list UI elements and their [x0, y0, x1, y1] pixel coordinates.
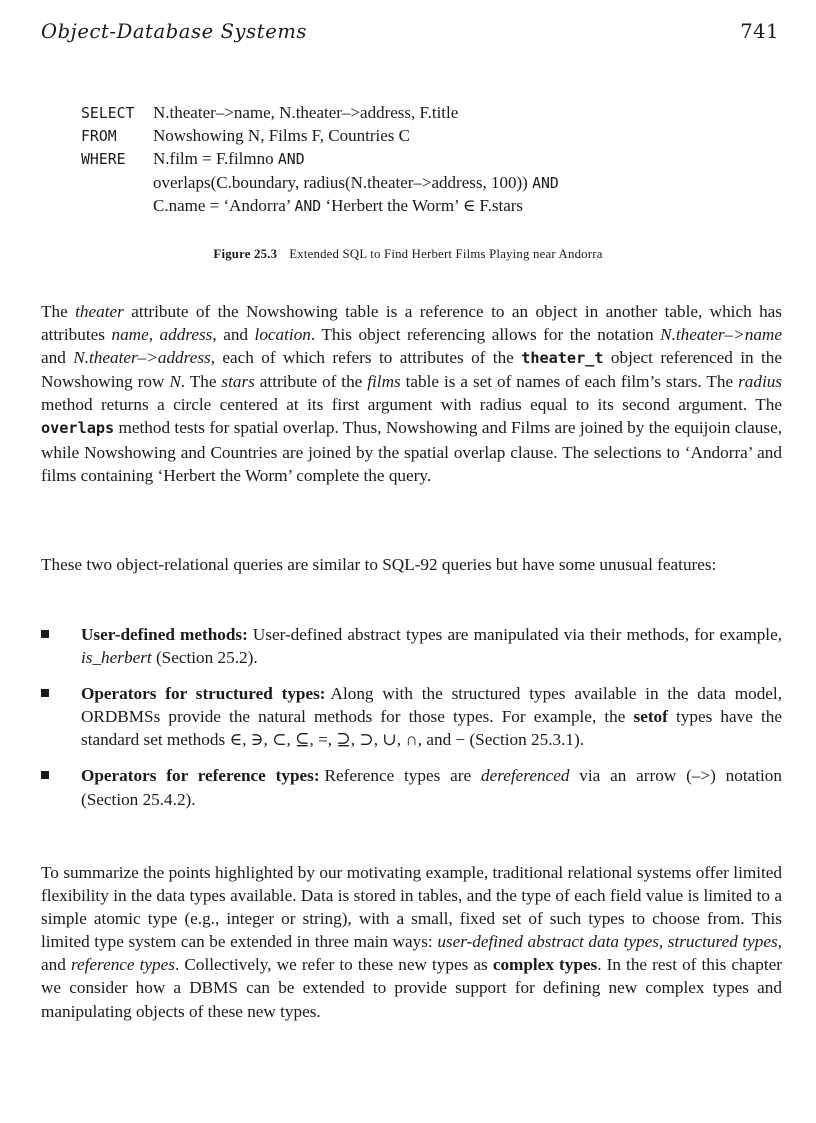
code-line-where [81, 147, 559, 170]
term-complex-types: complex types [492, 955, 598, 975]
overlaps-condition: overlaps(C.boundary, radius(N.theater–>address, 100)) [153, 172, 533, 192]
from-clause: Nowshowing N, Films F, Countries C [153, 126, 410, 146]
code-line-select [81, 101, 559, 124]
figure-label: Figure 25.3 [213, 247, 278, 261]
code-line-name [81, 194, 559, 217]
running-header [41, 20, 779, 48]
sql-keyword-where: WHERE [81, 151, 126, 169]
list-item-user-defined-methods: User-defined methods: User-defined abstract types are manipulated via their methods, for example, is_herbert (Section 25.2). [41, 623, 782, 669]
features-list [41, 623, 782, 811]
square-bullet-icon [41, 689, 49, 697]
square-bullet-icon [41, 630, 49, 638]
sql-code-figure [81, 101, 559, 217]
code-theater-t: theater_t [521, 349, 604, 368]
sql-keyword-from: FROM [81, 128, 117, 146]
code-overlaps: overlaps [41, 419, 115, 438]
list-item-reference-types: Operators for reference types: Reference types are dereferenced via an arrow (–>) notation (Section 25.4.2). [41, 764, 782, 810]
select-clause: N.theater–>name, N.theater–>address, F.title [153, 103, 459, 122]
paragraph-unusual-features: These two object-relational queries are similar to SQL-92 queries but have some unusual features: [41, 555, 717, 574]
figure-caption [0, 247, 816, 262]
list-item-structured-types: Operators for structured types: Along with the structured types available in the data model, ORDBMSs provide the natural methods for those types. For example, the setof types have the standard set methods ∈, ∋, ⊂, ⊆, =, ⊇, ⊃, ∪, ∩, and − (Section 25.3.1). [41, 682, 782, 751]
where-clause: N.film = F.filmno [153, 149, 278, 169]
code-line-from [81, 124, 559, 147]
sql-keyword-and: AND [532, 174, 559, 192]
stars-condition: ‘Herbert the Worm’ ∈ F.stars [321, 195, 524, 215]
figure-caption-text: Extended SQL to Find Herbert Films Playing near Andorra [289, 247, 603, 261]
sql-keyword-select: SELECT [81, 105, 135, 122]
square-bullet-icon [41, 771, 49, 779]
section-title: Object-Database Systems [41, 20, 308, 43]
sql-keyword-and: AND [277, 151, 305, 169]
sql-keyword-and: AND [294, 197, 322, 215]
page-number: 741 [740, 20, 779, 43]
paragraph-theater-attribute: The theater attribute of the Nowshowing table is a reference to an object in another table, which has attributes name, address, and location. This object referencing allows for the notation N.theater–>name and N.theater–>address, each of which refers to attributes of the theater_t object referenced in the Nowshowing row N. The stars attribute of the films table is a set of names of each film’s stars. The radius method returns a circle centered at its first argument with radius equal to its second argument. The overlaps method tests for spatial overlap. Thus, Nowshowing and Films are joined by the equijoin clause, while Nowshowing and Countries are joined by the spatial overlap clause. The selections to ‘Andorra’ and films containing ‘Herbert the Worm’ complete the query. [41, 302, 782, 485]
paragraph-complex-types: To summarize the points highlighted by our motivating example, traditional relational systems offer limited flexibility in the data types available. Data is stored in tables, and the type of each field value is limited to a simple atomic type (e.g., integer or string), with a small, fixed set of such types to choose from. This limited type system can be extended in three main ways: user-defined abstract data types, structured types, and reference types. Collectively, we refer to these new types as complex types. In the rest of this chapter we consider how a DBMS can be extended to provide support for defining new complex types and manipulating objects of these new types. [41, 863, 783, 1021]
name-condition: C.name = ‘Andorra’ [153, 195, 295, 215]
code-line-overlaps [81, 171, 559, 194]
